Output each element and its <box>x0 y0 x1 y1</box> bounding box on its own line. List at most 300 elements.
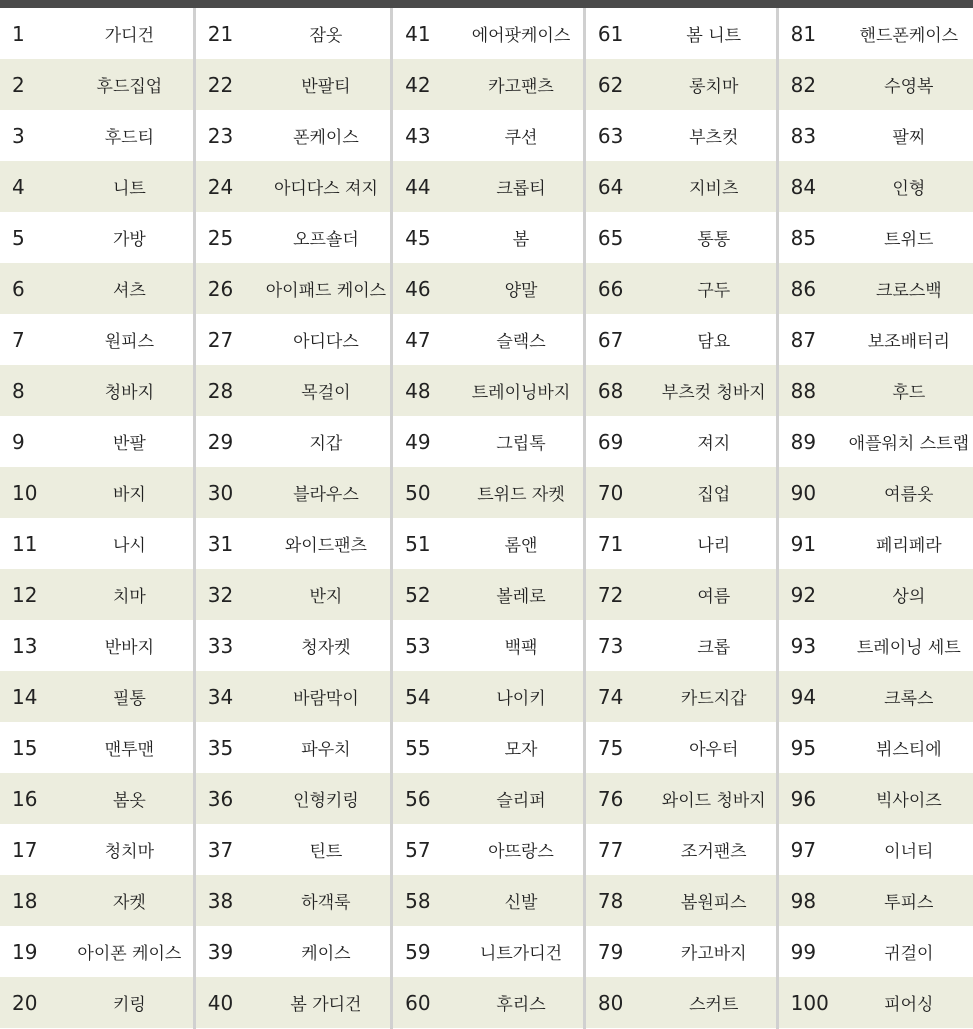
rank-number: 84 <box>790 174 817 199</box>
keyword-label: 귀걸이 <box>884 944 934 964</box>
ranking-row <box>779 263 973 314</box>
keyword-label: 목걸이 <box>301 383 351 403</box>
rank-number: 18 <box>12 888 38 913</box>
keyword-label: 봄 니트 <box>686 26 742 46</box>
rank-number: 89 <box>790 429 817 454</box>
ranking-row <box>586 518 776 569</box>
rank-number: 65 <box>597 225 624 250</box>
ranking-row <box>196 365 390 416</box>
rank-number: 81 <box>790 21 817 46</box>
rank-number: 62 <box>597 72 624 97</box>
ranking-column <box>583 8 776 1029</box>
rank-number: 94 <box>790 684 817 709</box>
ranking-row <box>196 110 390 161</box>
ranking-row <box>196 824 390 875</box>
keyword-label: 아이폰 케이스 <box>77 944 182 964</box>
keyword-label: 니트가디건 <box>479 944 563 964</box>
ranking-row <box>196 977 390 1028</box>
keyword-label: 트위드 자켓 <box>477 485 565 505</box>
keyword-label: 필통 <box>112 689 146 709</box>
ranking-row <box>196 569 390 620</box>
keyword-label: 페리페라 <box>875 536 942 556</box>
ranking-row <box>586 824 776 875</box>
keyword-label: 지비츠 <box>689 179 739 199</box>
keyword-label: 지갑 <box>309 434 343 454</box>
keyword-label: 크롭 <box>697 638 731 658</box>
ranking-row <box>779 824 973 875</box>
keyword-label: 신발 <box>504 893 538 913</box>
rank-number: 70 <box>597 480 624 505</box>
keyword-label: 니트 <box>112 179 146 199</box>
keyword-label: 파우치 <box>301 740 351 760</box>
keyword-label: 셔츠 <box>112 281 146 301</box>
rank-number: 36 <box>207 786 234 811</box>
rank-number: 16 <box>12 786 38 811</box>
ranking-row <box>779 110 973 161</box>
ranking-row <box>586 8 776 59</box>
keyword-label: 청자켓 <box>301 638 351 658</box>
rank-number: 46 <box>405 276 431 301</box>
rank-number: 53 <box>405 633 431 658</box>
ranking-row <box>586 722 776 773</box>
keyword-label: 케이스 <box>301 944 351 964</box>
rank-number: 57 <box>405 837 431 862</box>
rank-number: 39 <box>207 939 234 964</box>
keyword-label: 핸드폰케이스 <box>859 26 959 46</box>
keyword-label: 이너티 <box>884 842 934 862</box>
rank-number: 7 <box>12 327 25 352</box>
ranking-row <box>393 110 583 161</box>
keyword-label: 봄 가디건 <box>290 995 362 1015</box>
rank-number: 13 <box>12 633 38 658</box>
ranking-row <box>393 59 583 110</box>
keyword-label: 반바지 <box>104 638 155 658</box>
keyword-label: 여름옷 <box>884 485 934 505</box>
keyword-label: 아이패드 케이스 <box>265 281 387 301</box>
ranking-row <box>0 824 193 875</box>
keyword-label: 인형 <box>892 179 926 199</box>
keyword-label: 청바지 <box>104 383 155 403</box>
ranking-row <box>586 263 776 314</box>
keyword-label: 반팔티 <box>301 77 351 97</box>
ranking-row <box>0 212 193 263</box>
keyword-label: 볼레로 <box>496 587 546 607</box>
rank-number: 41 <box>405 21 431 46</box>
ranking-row <box>196 8 390 59</box>
keyword-label: 반지 <box>309 587 343 607</box>
ranking-row <box>0 518 193 569</box>
rank-number: 63 <box>597 123 624 148</box>
ranking-row <box>393 467 583 518</box>
rank-number: 86 <box>790 276 817 301</box>
rank-number: 33 <box>207 633 234 658</box>
ranking-row <box>779 875 973 926</box>
keyword-label: 트레이닝바지 <box>471 383 571 403</box>
ranking-row <box>586 926 776 977</box>
ranking-row <box>196 314 390 365</box>
keyword-label: 오프숄더 <box>293 230 359 250</box>
rank-number: 55 <box>405 735 431 760</box>
keyword-label: 나리 <box>697 536 731 556</box>
ranking-row <box>393 875 583 926</box>
ranking-row <box>779 314 973 365</box>
ranking-row <box>196 620 390 671</box>
ranking-row <box>586 773 776 824</box>
ranking-row <box>586 212 776 263</box>
keyword-label: 폰케이스 <box>293 128 359 148</box>
rank-number: 45 <box>405 225 431 250</box>
ranking-row <box>196 926 390 977</box>
keyword-label: 가방 <box>112 230 146 250</box>
ranking-row <box>196 212 390 263</box>
ranking-row <box>393 773 583 824</box>
rank-number: 92 <box>790 582 817 607</box>
keyword-label: 수영복 <box>884 77 934 97</box>
keyword-label: 트레이닝 세트 <box>856 638 961 658</box>
ranking-row <box>0 263 193 314</box>
keyword-label: 맨투맨 <box>104 740 155 760</box>
ranking-row <box>0 875 193 926</box>
rank-number: 3 <box>12 123 25 148</box>
rank-number: 52 <box>405 582 431 607</box>
ranking-row <box>0 671 193 722</box>
rank-number: 71 <box>597 531 624 556</box>
ranking-row <box>586 620 776 671</box>
keyword-label: 봄원피스 <box>680 893 747 913</box>
ranking-row <box>779 59 973 110</box>
keyword-label: 롬앤 <box>504 536 538 556</box>
ranking-row <box>196 416 390 467</box>
keyword-label: 후드티 <box>104 128 155 148</box>
ranking-row <box>779 161 973 212</box>
rank-number: 95 <box>790 735 817 760</box>
ranking-row <box>393 212 583 263</box>
ranking-row <box>0 416 193 467</box>
rank-number: 47 <box>405 327 431 352</box>
keyword-label: 가디건 <box>104 26 155 46</box>
rank-number: 76 <box>597 786 624 811</box>
rank-number: 29 <box>207 429 234 454</box>
keyword-label: 조거팬츠 <box>680 842 747 862</box>
rank-number: 69 <box>597 429 624 454</box>
keyword-label: 크롭티 <box>496 179 546 199</box>
ranking-row <box>779 722 973 773</box>
keyword-label: 아우터 <box>689 740 739 760</box>
ranking-column <box>193 8 390 1029</box>
rank-number: 6 <box>12 276 25 301</box>
rank-number: 98 <box>790 888 817 913</box>
rank-number: 54 <box>405 684 431 709</box>
ranking-row <box>0 365 193 416</box>
keyword-label: 담요 <box>697 332 731 352</box>
ranking-row <box>779 671 973 722</box>
keyword-label: 나시 <box>112 536 146 556</box>
keyword-label: 치마 <box>112 587 146 607</box>
rank-number: 88 <box>790 378 817 403</box>
keyword-label: 카고팬츠 <box>488 77 554 97</box>
keyword-label: 나이키 <box>496 689 546 709</box>
keyword-label: 집업 <box>697 485 731 505</box>
ranking-row <box>0 110 193 161</box>
rank-number: 59 <box>405 939 431 964</box>
ranking-column <box>776 8 973 1029</box>
rank-number: 56 <box>405 786 431 811</box>
top-bar <box>0 0 973 8</box>
rank-number: 25 <box>207 225 234 250</box>
ranking-row <box>586 467 776 518</box>
rank-number: 72 <box>597 582 624 607</box>
keyword-label: 인형키링 <box>293 791 359 811</box>
ranking-row <box>393 569 583 620</box>
keyword-label: 구두 <box>697 281 731 301</box>
rank-number: 44 <box>405 174 431 199</box>
keyword-label: 양말 <box>504 281 538 301</box>
keyword-label: 투피스 <box>884 893 934 913</box>
rank-number: 37 <box>207 837 234 862</box>
rank-number: 43 <box>405 123 431 148</box>
keyword-label: 여름 <box>697 587 731 607</box>
keyword-label: 져지 <box>697 434 731 454</box>
ranking-row <box>393 314 583 365</box>
keyword-label: 청치마 <box>104 842 155 862</box>
rank-number: 34 <box>207 684 234 709</box>
ranking-row <box>0 722 193 773</box>
keyword-label: 스커트 <box>689 995 739 1015</box>
keyword-label: 후드집업 <box>96 77 163 97</box>
rank-number: 24 <box>207 174 234 199</box>
ranking-row <box>393 977 583 1028</box>
rank-number: 60 <box>405 990 431 1015</box>
ranking-row <box>393 8 583 59</box>
keyword-label: 백팩 <box>504 638 538 658</box>
rank-number: 78 <box>597 888 624 913</box>
rank-number: 42 <box>405 72 431 97</box>
keyword-label: 부츠컷 <box>689 128 739 148</box>
ranking-row <box>393 926 583 977</box>
rank-number: 73 <box>597 633 624 658</box>
keyword-label: 트위드 <box>884 230 934 250</box>
ranking-table <box>0 8 973 1029</box>
ranking-row <box>0 926 193 977</box>
keyword-label: 부츠컷 청바지 <box>661 383 766 403</box>
keyword-label: 키링 <box>112 995 146 1015</box>
ranking-row <box>0 773 193 824</box>
rank-number: 30 <box>207 480 234 505</box>
keyword-label: 카드지갑 <box>680 689 747 709</box>
ranking-row <box>196 263 390 314</box>
ranking-row <box>779 620 973 671</box>
rank-number: 26 <box>207 276 234 301</box>
keyword-label: 보조배터리 <box>867 332 950 352</box>
keyword-label: 자켓 <box>112 893 146 913</box>
rank-number: 97 <box>790 837 817 862</box>
rank-number: 12 <box>12 582 38 607</box>
rank-number: 5 <box>12 225 25 250</box>
keyword-label: 팔찌 <box>892 128 926 148</box>
keyword-label: 상의 <box>892 587 926 607</box>
rank-number: 50 <box>405 480 431 505</box>
keyword-label: 와이드팬츠 <box>284 536 367 556</box>
ranking-row <box>393 620 583 671</box>
ranking-row <box>393 671 583 722</box>
ranking-row <box>779 773 973 824</box>
keyword-label: 롱치마 <box>689 77 739 97</box>
keyword-label: 통통 <box>697 230 731 250</box>
ranking-row <box>586 875 776 926</box>
keyword-label: 카고바지 <box>680 944 747 964</box>
rank-number: 27 <box>207 327 234 352</box>
rank-number: 35 <box>207 735 234 760</box>
keyword-label: 아디다스 져지 <box>273 179 378 199</box>
ranking-row <box>196 161 390 212</box>
rank-number: 74 <box>597 684 624 709</box>
rank-number: 58 <box>405 888 431 913</box>
keyword-label: 피어싱 <box>884 995 934 1015</box>
rank-number: 66 <box>597 276 624 301</box>
rank-number: 1 <box>12 21 25 46</box>
ranking-row <box>779 365 973 416</box>
rank-number: 77 <box>597 837 624 862</box>
ranking-row <box>586 314 776 365</box>
ranking-row <box>393 416 583 467</box>
rank-number: 22 <box>207 72 234 97</box>
ranking-row <box>0 8 193 59</box>
keyword-label: 뷔스티에 <box>875 740 942 760</box>
rank-number: 28 <box>207 378 234 403</box>
keyword-label: 아디다스 <box>293 332 359 352</box>
ranking-row <box>586 671 776 722</box>
rank-number: 91 <box>790 531 817 556</box>
ranking-row <box>586 59 776 110</box>
ranking-row <box>779 569 973 620</box>
keyword-label: 틴트 <box>309 842 343 862</box>
ranking-row <box>0 161 193 212</box>
ranking-row <box>779 416 973 467</box>
ranking-row <box>393 365 583 416</box>
rank-number: 87 <box>790 327 817 352</box>
ranking-row <box>586 416 776 467</box>
ranking-row <box>196 518 390 569</box>
rank-number: 49 <box>405 429 431 454</box>
rank-number: 31 <box>207 531 234 556</box>
rank-number: 9 <box>12 429 25 454</box>
keyword-label: 아뜨랑스 <box>488 842 554 862</box>
rank-number: 20 <box>12 990 38 1015</box>
keyword-label: 모자 <box>504 740 538 760</box>
ranking-column <box>390 8 583 1029</box>
ranking-row <box>586 161 776 212</box>
rank-number: 48 <box>405 378 431 403</box>
rank-number: 2 <box>12 72 25 97</box>
rank-number: 19 <box>12 939 38 964</box>
ranking-row <box>196 59 390 110</box>
ranking-row <box>586 977 776 1028</box>
ranking-row <box>779 926 973 977</box>
keyword-label: 에어팟케이스 <box>471 26 571 46</box>
ranking-row <box>0 620 193 671</box>
ranking-row <box>393 824 583 875</box>
rank-number: 40 <box>207 990 234 1015</box>
rank-number: 68 <box>597 378 624 403</box>
rank-number: 21 <box>207 21 234 46</box>
keyword-label: 봄 <box>512 230 530 250</box>
rank-number: 93 <box>790 633 817 658</box>
ranking-row <box>393 263 583 314</box>
ranking-row <box>0 569 193 620</box>
keyword-label: 크로스백 <box>875 281 942 301</box>
keyword-label: 블라우스 <box>293 485 359 505</box>
ranking-row <box>0 59 193 110</box>
keyword-label: 쿠션 <box>504 128 538 148</box>
ranking-row <box>779 977 973 1028</box>
ranking-row <box>0 467 193 518</box>
ranking-row <box>393 722 583 773</box>
ranking-row <box>586 365 776 416</box>
ranking-row <box>779 467 973 518</box>
keyword-label: 와이드 청바지 <box>661 791 766 811</box>
rank-number: 51 <box>405 531 431 556</box>
rank-number: 79 <box>597 939 624 964</box>
ranking-row <box>779 212 973 263</box>
ranking-row <box>196 875 390 926</box>
rank-number: 90 <box>790 480 817 505</box>
keyword-label: 슬랙스 <box>496 332 546 352</box>
rank-number: 10 <box>12 480 38 505</box>
rank-number: 85 <box>790 225 817 250</box>
rank-number: 82 <box>790 72 817 97</box>
rank-number: 83 <box>790 123 817 148</box>
rank-number: 38 <box>207 888 234 913</box>
rank-number: 96 <box>790 786 817 811</box>
ranking-row <box>196 722 390 773</box>
ranking-row <box>393 161 583 212</box>
keyword-label: 바람막이 <box>293 689 359 709</box>
rank-number: 14 <box>12 684 38 709</box>
rank-number: 8 <box>12 378 25 403</box>
rank-number: 100 <box>790 990 829 1015</box>
keyword-label: 바지 <box>112 485 146 505</box>
keyword-label: 슬리퍼 <box>496 791 546 811</box>
keyword-label: 그립톡 <box>496 434 546 454</box>
rank-number: 11 <box>12 531 38 556</box>
rank-number: 80 <box>597 990 624 1015</box>
keyword-label: 하객룩 <box>301 893 351 913</box>
rank-number: 17 <box>12 837 38 862</box>
ranking-row <box>586 110 776 161</box>
rank-number: 15 <box>12 735 38 760</box>
rank-number: 32 <box>207 582 234 607</box>
ranking-row <box>779 518 973 569</box>
keyword-label: 빅사이즈 <box>875 791 942 811</box>
ranking-column <box>0 8 193 1029</box>
ranking-row <box>196 671 390 722</box>
ranking-row <box>196 467 390 518</box>
ranking-row <box>779 8 973 59</box>
ranking-row <box>586 569 776 620</box>
ranking-row <box>393 518 583 569</box>
rank-number: 61 <box>597 21 624 46</box>
rank-number: 4 <box>12 174 25 199</box>
rank-number: 67 <box>597 327 624 352</box>
keyword-label: 후리스 <box>496 995 546 1015</box>
keyword-label: 크록스 <box>884 689 934 709</box>
keyword-label: 봄옷 <box>112 791 146 811</box>
keyword-label: 잠옷 <box>309 26 343 46</box>
rank-number: 23 <box>207 123 234 148</box>
rank-number: 99 <box>790 939 817 964</box>
ranking-row <box>0 314 193 365</box>
ranking-row <box>196 773 390 824</box>
